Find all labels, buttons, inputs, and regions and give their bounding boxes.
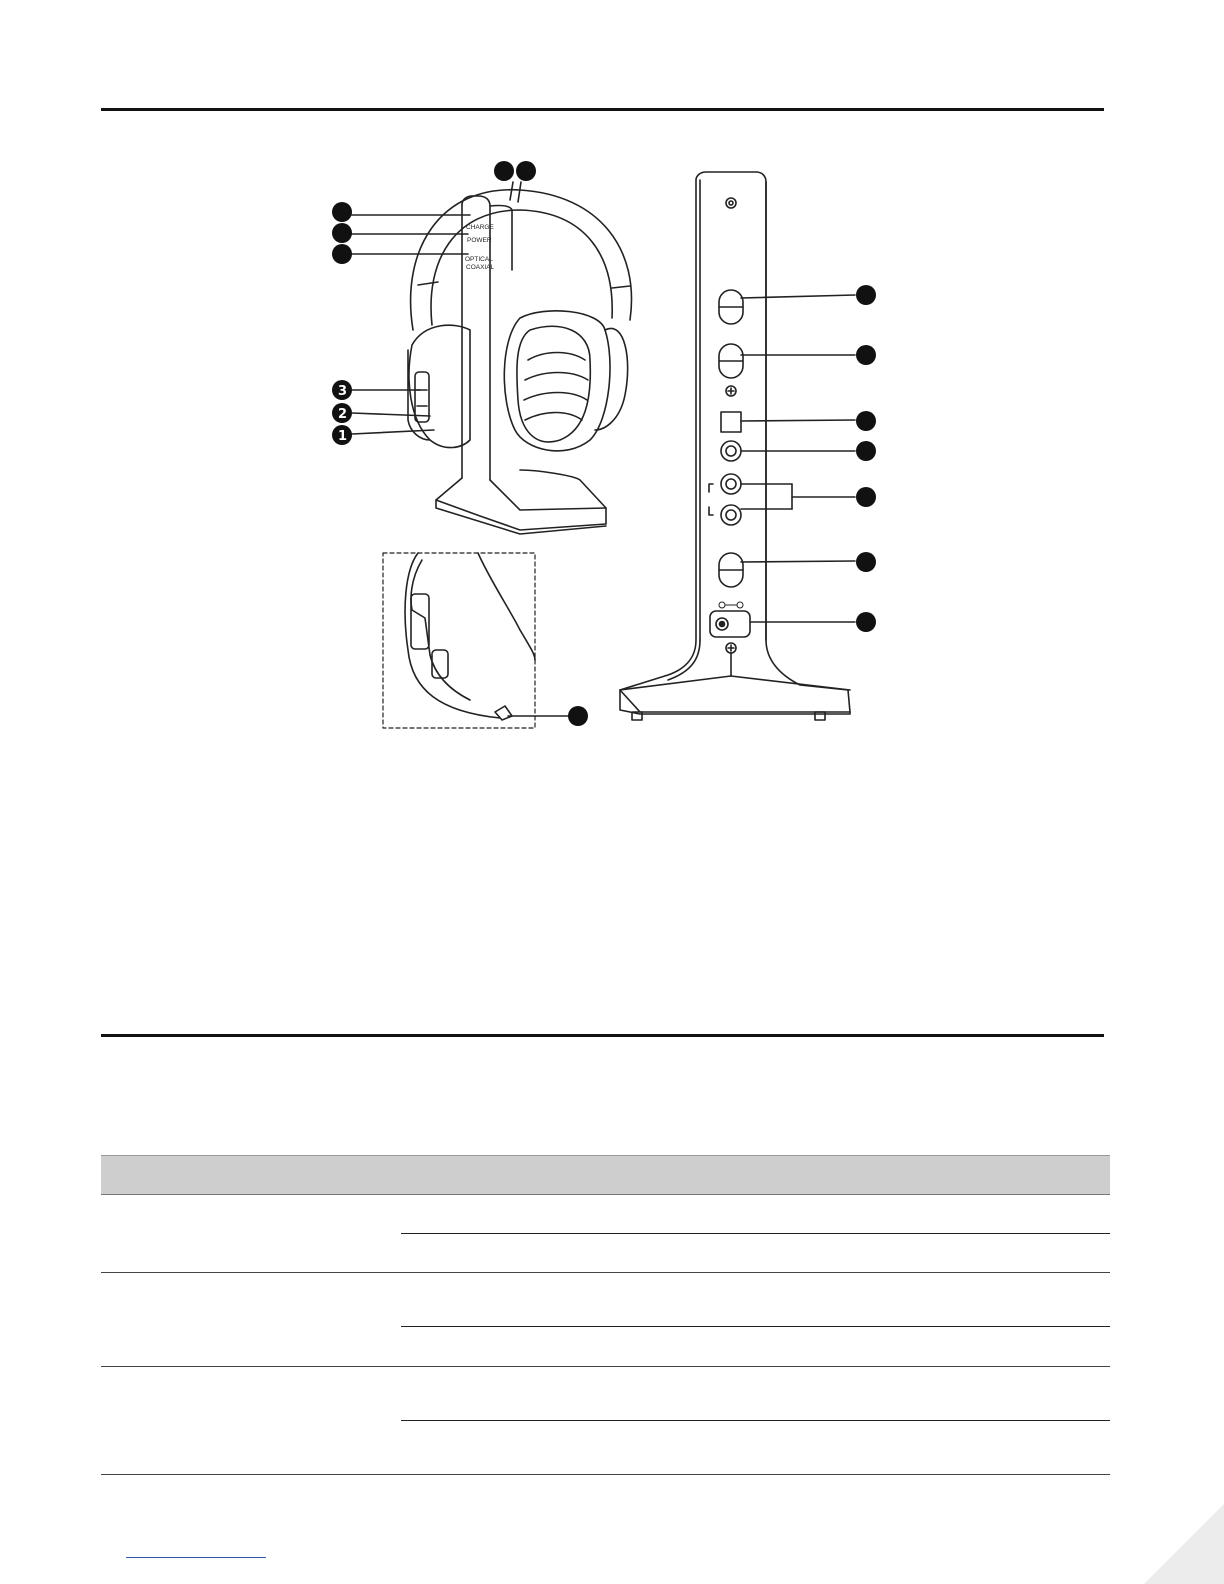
- section-divider: [101, 1034, 1104, 1037]
- callout-circle: [856, 411, 876, 431]
- table-row: [101, 1273, 1110, 1327]
- table-group-label: [101, 1195, 401, 1273]
- callout-circle: [516, 161, 536, 181]
- optical-port: [721, 412, 741, 432]
- zoom-detail-frame: [383, 553, 535, 728]
- table-cell: [401, 1327, 1110, 1367]
- stand-base: [436, 470, 606, 530]
- table-row: [101, 1367, 1110, 1421]
- callout-circle: [856, 552, 876, 572]
- coaxial-label: COAXIAL: [466, 264, 495, 271]
- callout-number-3: 3: [338, 384, 348, 399]
- aux-port-left: [721, 474, 741, 494]
- charge-label: CHARGE: [466, 224, 494, 231]
- callout-circle: [856, 487, 876, 507]
- right-earcup: [504, 311, 610, 451]
- table-cell: [401, 1234, 1110, 1273]
- headband-inner: [431, 210, 612, 325]
- optical-label: OPTICAL: [465, 256, 493, 263]
- table-header-cell: [101, 1156, 401, 1195]
- callout-circle: [856, 612, 876, 632]
- spec-table: [101, 1155, 1110, 1475]
- left-earcup-buttons: [415, 372, 429, 422]
- product-diagram: [0, 0, 1224, 760]
- callout-circle: [332, 244, 352, 264]
- aux-port-right: [721, 505, 741, 525]
- left-earcup: [409, 325, 470, 447]
- power-label: POWER: [467, 237, 492, 244]
- table-group-label: [101, 1273, 401, 1367]
- callout-number-2: 2: [338, 407, 348, 422]
- callout-circle: [856, 345, 876, 365]
- coaxial-port: [721, 441, 741, 461]
- table-cell: [401, 1421, 1110, 1475]
- callout-circle: [856, 441, 876, 461]
- table-cell: [401, 1195, 1110, 1234]
- table-cell: [401, 1367, 1110, 1421]
- callout-circle: [568, 706, 588, 726]
- table-row: [101, 1195, 1110, 1234]
- callout-circle: [332, 202, 352, 222]
- callout-circle: [856, 285, 876, 305]
- footer-link-underline[interactable]: [126, 1557, 266, 1558]
- page-corner: [1144, 1504, 1224, 1584]
- headset-and-transmitter-illustration: [0, 0, 1224, 760]
- callout-number-1: 1: [338, 429, 348, 444]
- table-group-label: [101, 1367, 401, 1475]
- callout-circle: [494, 161, 514, 181]
- table-cell: [401, 1273, 1110, 1327]
- table-header-row: [101, 1156, 1110, 1195]
- table-header-cell: [401, 1156, 1110, 1195]
- callout-circle: [332, 223, 352, 243]
